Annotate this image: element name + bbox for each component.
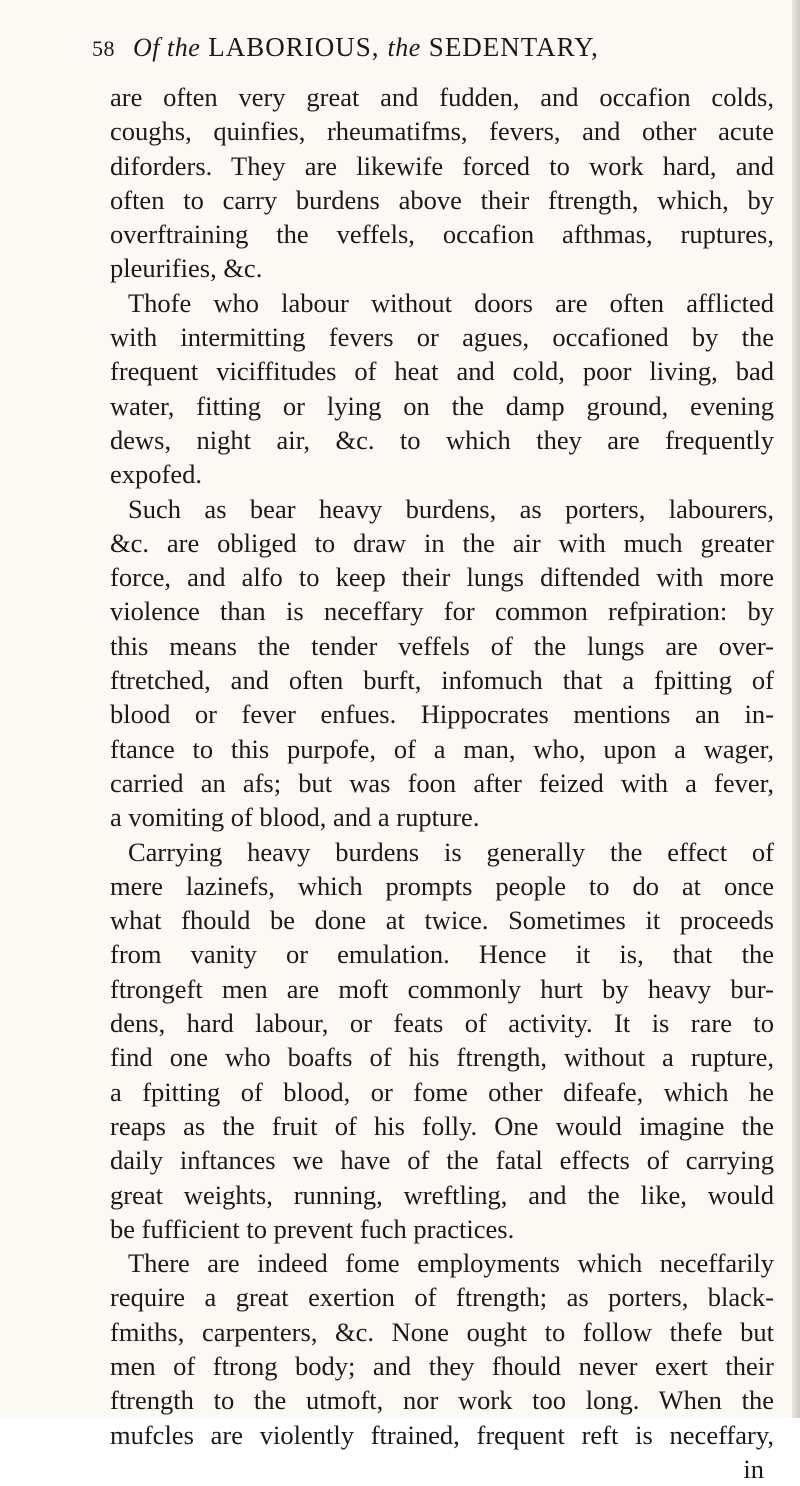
- running-header: [92, 30, 772, 66]
- text-line: this means the tender veffels of the lungs are over-: [110, 630, 774, 661]
- text-line: force, and alfo to keep their lungs diftended with more: [110, 562, 774, 593]
- text-line: ftrength to the utmoft, nor work too long. When the: [110, 1385, 774, 1416]
- text-line: &c. are obliged to draw in the air with much greater: [110, 527, 774, 558]
- text-line: There are indeed fome employments which neceffarily: [128, 1248, 774, 1279]
- text-line: often to carry burdens above their ftrength, which, by: [110, 184, 774, 215]
- text-line: be fufficient to prevent fuch practices.: [110, 1213, 515, 1244]
- text-line: diforders. They are likewife forced to work hard, and: [110, 150, 774, 181]
- header-sedentary: SEDENTARY,: [428, 32, 599, 62]
- text-line: overftraining the veffels, occafion afthmas, ruptures,: [110, 219, 774, 250]
- catchword: in: [743, 1453, 764, 1484]
- header-the: the: [387, 33, 421, 62]
- text-line: what fhould be done at twice. Sometimes it proceeds: [110, 905, 774, 936]
- text-line: reaps as the fruit of his folly. One would imagine the: [110, 1110, 774, 1141]
- text-line: men of ftrong body; and they fhould never exert their: [110, 1350, 774, 1381]
- text-line: water, fitting or lying on the damp ground, evening: [110, 390, 774, 421]
- text-line: Such as bear heavy burdens, as porters, labourers,: [128, 493, 774, 524]
- text-line: dens, hard labour, or feats of activity. It is rare to: [110, 1008, 774, 1039]
- text-line: pleurifies, &c.: [110, 253, 263, 284]
- text-line: require a great exertion of ftrength; as porters, black-: [110, 1282, 774, 1313]
- text-line: mufcles are violently ftrained, frequent reft is neceffary,: [110, 1419, 774, 1450]
- page-number: 58: [92, 36, 115, 61]
- text-line: frequent viciffitudes of heat and cold, poor living, bad: [110, 356, 774, 387]
- header-of-the: Of the: [133, 33, 201, 62]
- page-edge: [792, 0, 800, 1418]
- text-line: mere lazinefs, which prompts people to do at once: [110, 870, 774, 901]
- text-line: violence than is neceffary for common refpiration: by: [110, 596, 774, 627]
- text-line: Thofe who labour without doors are often afflicted: [128, 287, 774, 318]
- text-line: coughs, quinfies, rheumatifms, fevers, and other acute: [110, 116, 774, 147]
- text-line: daily inftances we have of the fatal effects of carrying: [110, 1145, 774, 1176]
- text-line: a fpitting of blood, or fome other difeafe, which he: [110, 1076, 774, 1107]
- text-line: Carrying heavy burdens is generally the effect of: [128, 836, 774, 867]
- text-line: are often very great and fudden, and occafion colds,: [110, 82, 774, 112]
- text-line: fmiths, carpenters, &c. None ought to follow thefe but: [110, 1316, 774, 1347]
- text-line: from vanity or emulation. Hence it is, that the: [110, 939, 774, 970]
- text-line: ftretched, and often burft, infomuch that a fpitting of: [110, 665, 774, 696]
- text-line: with intermitting fevers or agues, occafioned by the: [110, 322, 774, 353]
- text-line: great weights, running, wreftling, and the like, would: [110, 1179, 774, 1210]
- text-line: dews, night air, &c. to which they are frequently: [110, 424, 774, 455]
- text-line: blood or fever enfues. Hippocrates mentions an in-: [110, 699, 774, 730]
- text-line: ftance to this purpofe, of a man, who, upon a wager,: [110, 733, 774, 764]
- header-laborious: LABORIOUS,: [208, 32, 380, 62]
- text-line: carried an afs; but was foon after feized with a fever,: [110, 767, 774, 798]
- body-text: [110, 80, 774, 1486]
- text-line: a vomiting of blood, and a rupture.: [110, 802, 480, 833]
- text-line: find one who boafts of his ftrength, without a rupture,: [110, 1042, 774, 1073]
- text-line: ftrongeft men are moft commonly hurt by heavy bur-: [110, 973, 774, 1004]
- text-line: expofed.: [110, 459, 202, 490]
